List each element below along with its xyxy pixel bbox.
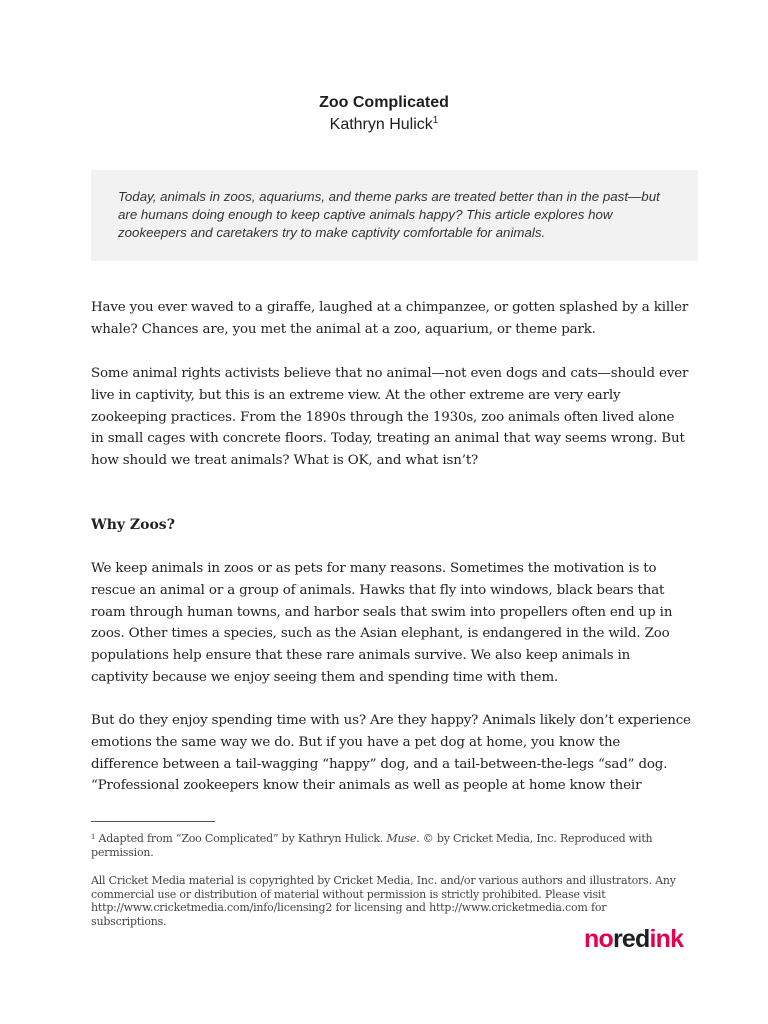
footnote [91, 832, 681, 859]
footnote-source-title: Muse [386, 832, 417, 845]
footnote-text-start: Adapted from “Zoo Complicated” by Kathryn Hulick. [95, 832, 387, 845]
logo-part-ink: ink [649, 925, 684, 953]
footnote-divider [91, 821, 215, 822]
logo-part-no: no [584, 925, 613, 953]
section-paragraph-1: We keep animals in zoos or as pets for many reasons. Sometimes the motivation is to rescue an animal or a group of animals. Hawks that fly into windows, black bears that roam through human towns, and harbor seals that swim into propellers often end up in zoos. Other times a species, such as the Asian elephant, is endangered in the wild. Zoo populations help ensure that these rare animals survive. We also keep animals in captivity because we enjoy seeing them and spending time with them. [91, 561, 673, 685]
article-author-line [0, 114, 768, 136]
footnote-text-end: . © by Cricket Media, Inc. Reproduced with permission. [91, 832, 653, 859]
noredink-logo [584, 924, 683, 954]
document-header [0, 92, 768, 136]
author-footnote-ref: 1 [432, 115, 439, 126]
intro-text: Today, animals in zoos, aquariums, and theme parks are treated better than in the past—but are humans doing enough to keep captive animals happy? This article explores how zookeepers and caretakers try to make captivity comfortable for animals. [118, 189, 660, 240]
copyright-notice: All Cricket Media material is copyrighted by Cricket Media, Inc. and/or various authors and illustrators. Any commercial use or distribution of material without permission is strictly prohibited. Please visit http://www.cricketmedia.com/info/licensing2 for licensing and http://www.cricketmedia.com for subscriptions. [91, 874, 676, 928]
section-paragraph-2: But do they enjoy spending time with us? Are they happy? Animals likely don’t experience emotions the same way we do. But if you have a pet dog at home, you know the difference between a tail-wagging “happy” dog, and a tail-between-the-legs “sad” dog. “Professional zookeepers know their animals as well as people at home know their [91, 713, 691, 794]
logo-part-red: red [612, 925, 650, 953]
section-heading: Why Zoos? [91, 517, 175, 533]
article-title: Zoo Complicated [319, 94, 449, 111]
intro-box [91, 170, 698, 261]
paragraph-2: Some animal rights activists believe that no animal—not even dogs and cats—should ever live in captivity, but this is an extreme view. At the other extreme are very early zookeeping practices. From the 1890s through the 1930s, zoo animals often lived alone in small cages with concrete floors. Today, treating an animal that way seems wrong. But how should we treat animals? What is OK, and what isn’t? [91, 366, 689, 469]
paragraph-1: Have you ever waved to a giraffe, laughed at a chimpanzee, or gotten splashed by a killer whale? Chances are, you met the animal at a zoo, aquarium, or theme park. [91, 300, 689, 337]
footnote-number: 1 [91, 833, 96, 841]
article-author: Kathryn Hulick [329, 116, 433, 133]
